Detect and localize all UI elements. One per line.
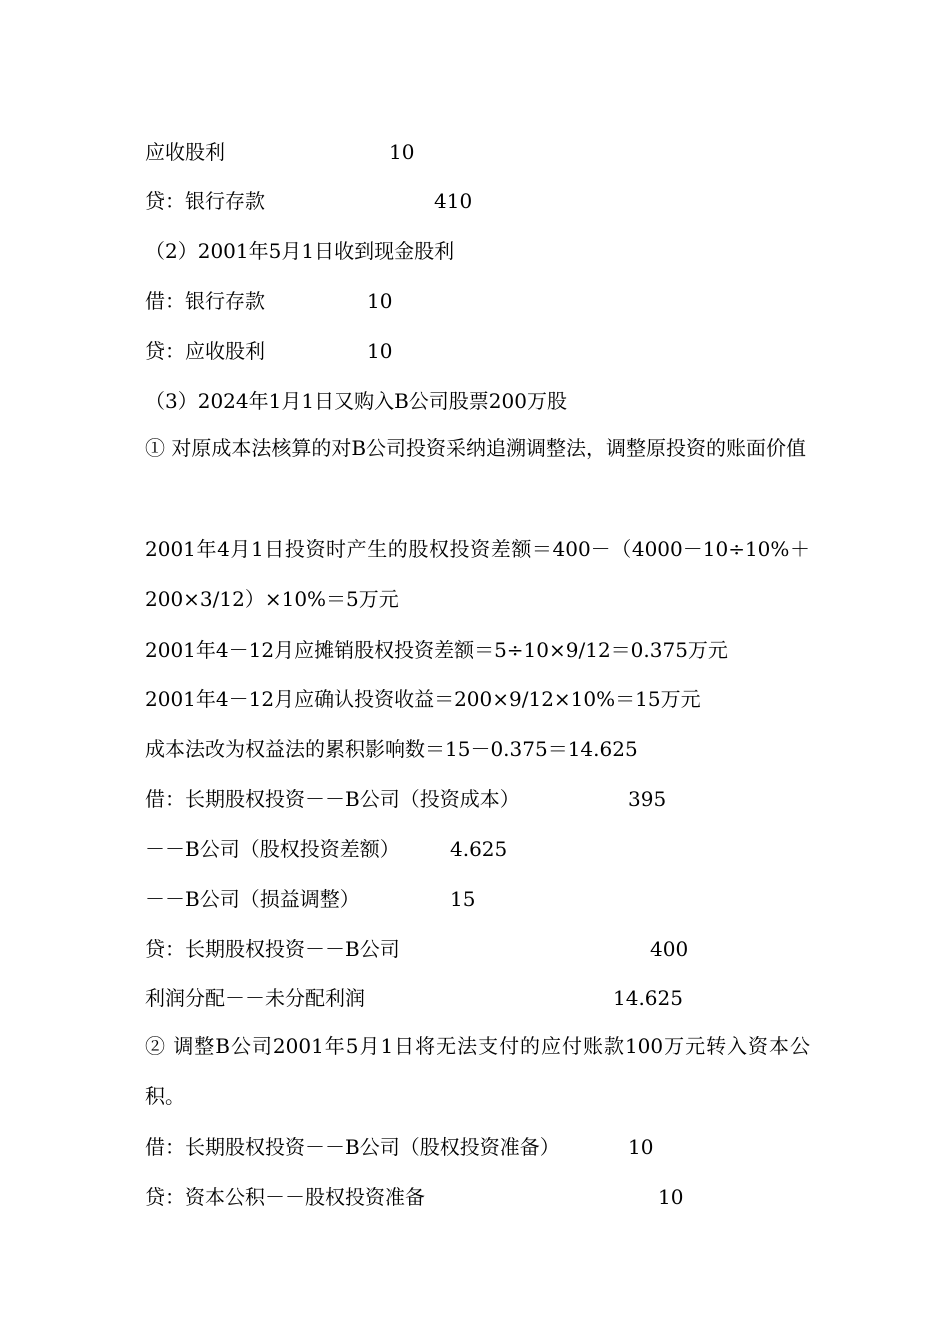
entry-amount: 10 [628,1135,654,1159]
entry-line [145,834,508,864]
text-line: 2001年4－12月应摊销股权投资差额＝5÷10×9/12＝0.375万元 [145,638,728,662]
entry-text: 贷：长期股权投资－－B公司 [145,937,400,961]
entry-text: 贷：银行存款 [145,189,265,213]
entry-line [145,884,476,914]
entry-amount: 395 [628,787,667,811]
entry-line [145,336,393,366]
entry-text: 利润分配－－未分配利润 [145,986,365,1010]
entry-text: 贷：应收股利 [145,339,265,363]
entry-amount: 10 [367,289,393,313]
entry-line [145,784,667,814]
text-line: 成本法改为权益法的累积影响数＝15－0.375＝14.625 [145,737,638,761]
entry-text: 借：长期股权投资－－B公司（投资成本） [145,787,520,811]
entry-amount: 10 [658,1185,684,1209]
entry-amount: 410 [434,189,473,213]
entry-amount: 14.625 [613,986,683,1010]
entry-text: 贷：资本公积－－股权投资准备 [145,1185,425,1209]
entry-amount: 15 [450,887,476,911]
entry-amount: 10 [367,339,393,363]
paragraph: ① 对原成本法核算的对B公司投资采纳追溯调整法，调整原投资的账面价值 [145,436,807,460]
paragraph: 2001年4月1日投资时产生的股权投资差额＝400－（4000－10÷10%＋200×3/12）×10%＝5万元 [145,537,810,611]
paragraph: ② 调整B公司2001年5月1日将无法支付的应付账款100万元转入资本公积。 [145,1034,810,1108]
entry-amount: 10 [389,140,415,164]
entry-line [145,137,415,167]
entry-text: 借：长期股权投资－－B公司（股权投资准备） [145,1135,560,1159]
entry-line [145,1132,654,1162]
entry-line [145,1182,684,1212]
entry-amount: 400 [650,937,689,961]
entry-text: －－B公司（损益调整） [145,887,360,911]
text-line: 2001年4－12月应确认投资收益＝200×9/12×10%＝15万元 [145,687,701,711]
section-heading: （3）2024年1月1日又购入B公司股票200万股 [145,389,567,413]
entry-text: －－B公司（股权投资差额） [145,837,400,861]
entry-line [145,186,473,216]
section-heading: （2）2001年5月1日收到现金股利 [145,239,455,263]
entry-amount: 4.625 [450,837,508,861]
entry-text: 应收股利 [145,140,225,164]
entry-text: 借：银行存款 [145,289,265,313]
entry-line [145,934,689,964]
entry-line [145,286,393,316]
entry-line [145,983,683,1013]
